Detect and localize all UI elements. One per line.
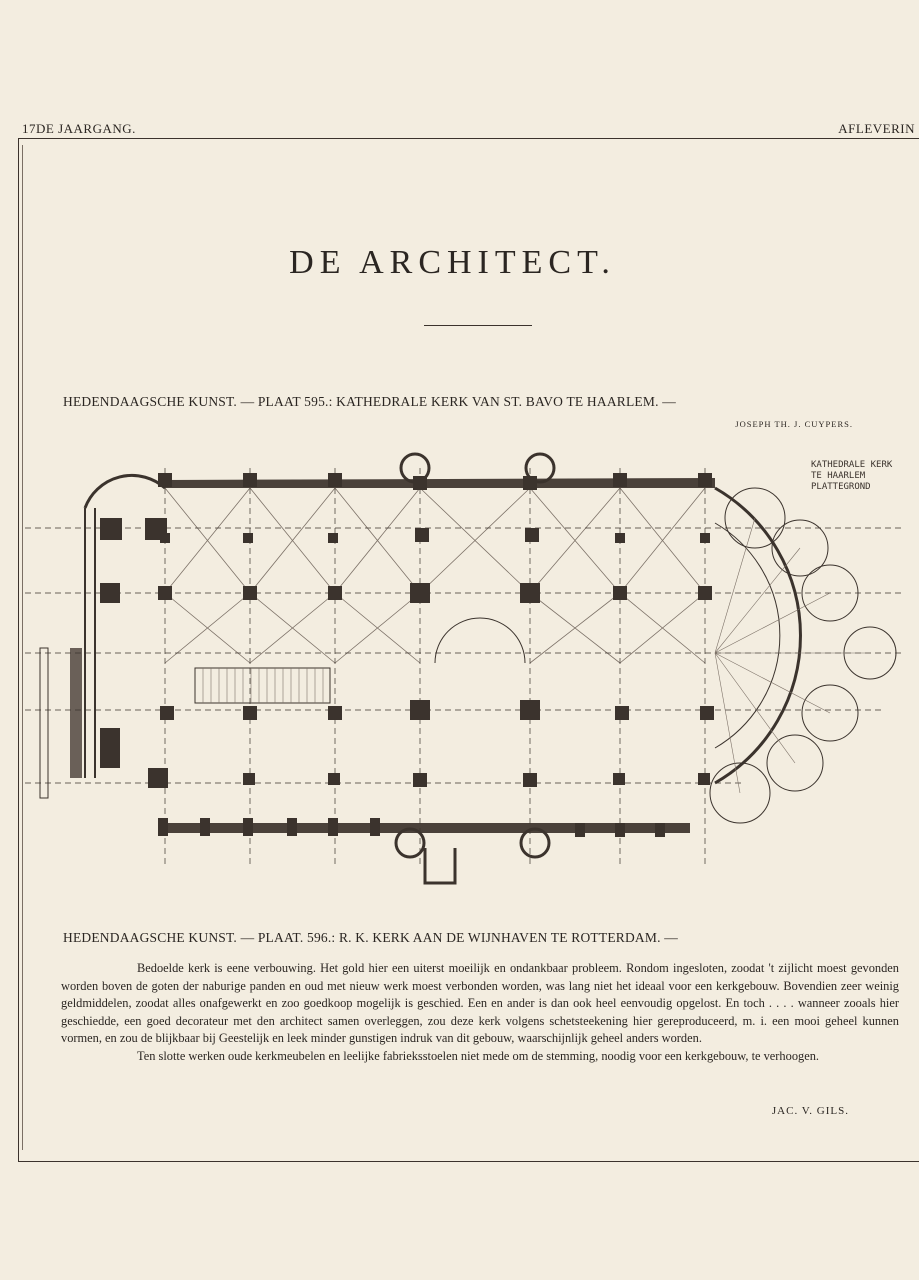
volume-header: 17DE JAARGANG. bbox=[22, 121, 136, 136]
plate-596-caption: HEDENDAAGSCHE KUNST. — PLAAT. 596.: R. K. KERK AAN DE WIJNHAVEN TE ROTTERDAM. — bbox=[63, 930, 678, 945]
title-rule bbox=[424, 325, 532, 326]
cathedral-floor-plan bbox=[25, 448, 905, 898]
author-signature: JAC. V. GILS. bbox=[771, 1105, 849, 1117]
plan-title-stamp: KATHEDRALE KERK TE HAARLEM PLATTEGROND bbox=[811, 460, 893, 492]
plate-595-caption: HEDENDAAGSCHE KUNST. — PLAAT 595.: KATHEDRALE KERK VAN ST. BAVO TE HAARLEM. — bbox=[63, 394, 676, 409]
plate-595-credit: JOSEPH TH. J. CUYPERS. bbox=[735, 419, 853, 429]
article-body bbox=[61, 960, 899, 1066]
paragraph-1: Bedoelde kerk is eene verbouwing. Het gold hier een uiterst moeilijk en ondankbaar probleem. Rondom ingesloten, zoodat 't zijlicht moest gevonden worden boven de goten der naburige panden en oud met nieuw werk moest verbonden worden, was lang niet het ideaal voor een kerkgebouw. Bovendien zeer weinig geldmiddelen, zoodat alles onafgewerkt en zoo goedkoop mogelijk is geschied. Een en ander is dan ook heel eenvoudig opgelost. En toch . . . . wanneer zooals hier geschiedde, een goed decorateur met den architect samen overleggen, zou deze kerk volgens schetsteekening hier gereproduceerd, m. i. een mooi geheel kunnen vormen, en zou de blijkbaar bij Geestelijk en leek minder gunstigen indruk van dit gebouw, waarschijnlijk geheel anders worden. bbox=[61, 961, 899, 1046]
issue-header: AFLEVERIN bbox=[838, 121, 915, 136]
masthead-title: DE ARCHITECT. bbox=[289, 244, 616, 281]
paragraph-2: Ten slotte werken oude kerkmeubelen en leelijke fabrieksstoelen niet mede om de stemming, noodig voor een kerkgebouw, te verhoogen. bbox=[137, 1048, 820, 1063]
